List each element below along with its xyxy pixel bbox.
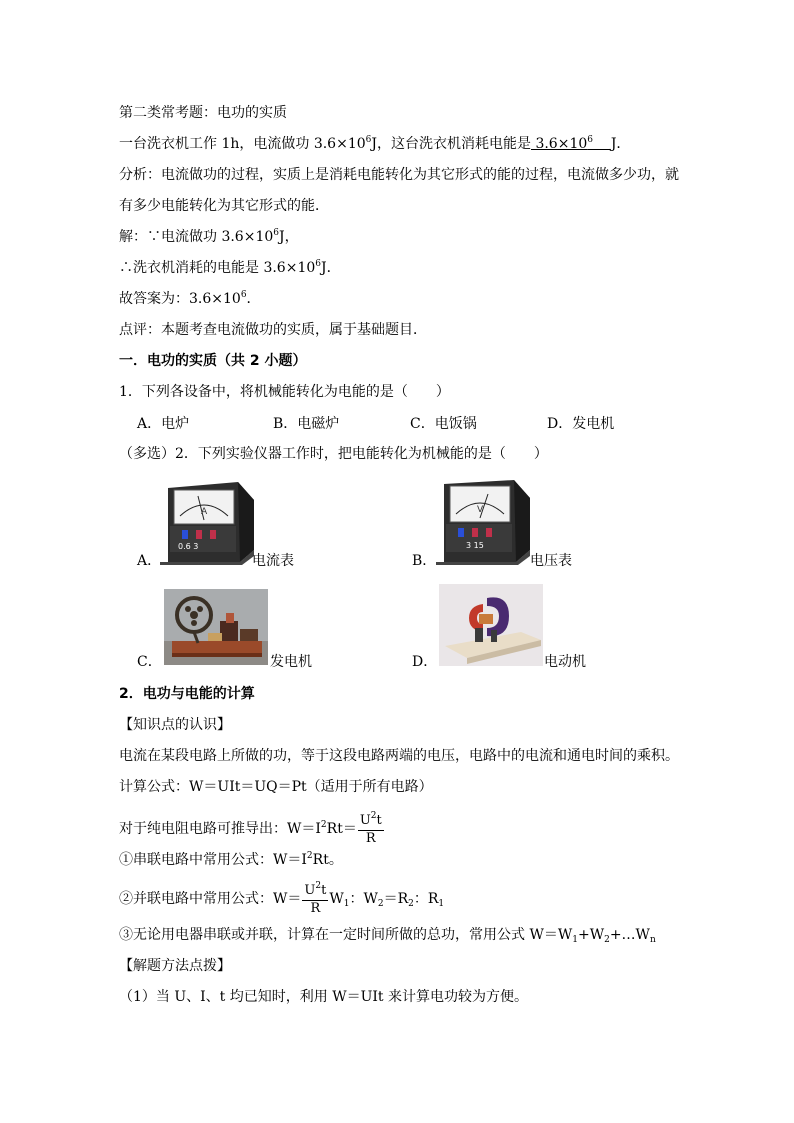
formula-text: W bbox=[329, 891, 344, 907]
q2-option-b-letter: B． bbox=[412, 553, 437, 569]
analysis-line-2: 有多少电能转化为其它形式的能． bbox=[119, 198, 329, 214]
q1-option-d: D．发电机 bbox=[547, 416, 615, 432]
generator-icon bbox=[164, 589, 268, 665]
analysis-line-1: 分析：电流做功的过程，实质上是消耗电能转化为其它形式的能的过程，电流做多少功，就 bbox=[119, 167, 679, 183]
q2-option-b-label: 电压表 bbox=[530, 553, 572, 569]
fraction: $\frac{U^2t}{R}$ bbox=[304, 880, 327, 916]
answer-blank bbox=[531, 136, 611, 152]
exponent: 6 bbox=[273, 228, 279, 238]
question-text: 一台洗衣机工作 1h，电流做功 3.6×10 bbox=[119, 136, 366, 152]
question-text: J． bbox=[610, 136, 631, 152]
question-statement bbox=[119, 134, 630, 154]
formula-text: ②并联电路中常用公式：W＝ bbox=[119, 891, 302, 907]
motor-icon bbox=[439, 584, 543, 666]
therefore-line bbox=[119, 258, 341, 278]
method-line-1: （1）当 U、I、t 均已知时，利用 W＝UIt 来计算电功较为方便。 bbox=[119, 989, 529, 1005]
section-title: 第二类常考题：电功的实质 bbox=[119, 105, 287, 121]
voltmeter-scale-label: 3 15 bbox=[466, 541, 484, 550]
formula-text: 对于纯电阻电路可推导出：W＝I bbox=[119, 821, 321, 837]
formula-text: ：W bbox=[349, 891, 378, 907]
q2-option-c-label: 发电机 bbox=[270, 654, 312, 670]
numerator: U bbox=[359, 812, 371, 828]
exponent: 6 bbox=[315, 259, 321, 269]
solution-text: J， bbox=[279, 229, 299, 245]
solution-line bbox=[119, 227, 299, 247]
solution-text: 解：∵电流做功 3.6×10 bbox=[119, 229, 274, 245]
voltmeter-icon bbox=[436, 478, 531, 565]
generator-image bbox=[164, 589, 268, 665]
series-formula-line: ①串联电路中常用公式：$W=I^2Rt$。 bbox=[119, 851, 343, 868]
comment-line: 点评：本题考查电流做功的实质，属于基础题目． bbox=[119, 322, 427, 338]
knowledge-heading: 【知识点的认识】 bbox=[119, 717, 231, 733]
q2-option-d-letter: D． bbox=[412, 654, 438, 670]
section-heading: 一．电功的实质（共 2 小题） bbox=[119, 353, 307, 369]
q2-option-a-letter: A． bbox=[137, 553, 162, 569]
denominator: R bbox=[310, 900, 321, 916]
q1-option-a: A．电炉 bbox=[137, 416, 190, 432]
fraction: $\frac{U^2t}{R}$ bbox=[359, 810, 382, 846]
formula-text: ＝R bbox=[383, 891, 409, 907]
svg-text:V: V bbox=[477, 505, 484, 515]
numerator: U bbox=[304, 882, 316, 898]
formula-text: ①串联电路中常用公式：W＝I bbox=[119, 852, 307, 868]
formula-text: Rt＝ bbox=[326, 821, 357, 837]
numerator: t bbox=[321, 882, 327, 898]
voltmeter-image bbox=[436, 478, 531, 565]
q2-option-c-letter: C． bbox=[137, 654, 162, 670]
exponent: 6 bbox=[587, 135, 593, 145]
q2-option-a-label: 电流表 bbox=[252, 553, 294, 569]
total-work-line: ③无论用电器串联或并联，计算在一定时间所做的总功，常用公式 $W=W_1+W_2+\dots W_n$ bbox=[119, 927, 656, 945]
q2-option-d-label: 电动机 bbox=[544, 654, 586, 670]
therefore-text: J． bbox=[321, 260, 341, 276]
definition-line: 电流在某段电路上所做的功，等于这段电路两端的电压，电路中的电流和通电时间的乘积。 bbox=[119, 748, 679, 764]
motor-image bbox=[439, 584, 543, 666]
answer-blank-value: 3.6×10 bbox=[531, 136, 588, 152]
svg-text:A: A bbox=[201, 507, 208, 517]
formula-text: ：R bbox=[413, 891, 439, 907]
q1-option-c: C．电饭锅 bbox=[410, 416, 477, 432]
section2-heading: 2．电功与电能的计算 bbox=[119, 686, 255, 702]
ammeter-scale-label: 0.6 3 bbox=[178, 542, 199, 551]
numerator: t bbox=[376, 812, 382, 828]
question-2: （多选）2．下列实验仪器工作时，把电能转化为机械能的是（ ） bbox=[119, 446, 548, 462]
ammeter-icon bbox=[160, 478, 255, 565]
answer-line bbox=[119, 289, 261, 309]
formula-line: 计算公式：W＝UIt＝UQ＝Pt（适用于所有电路） bbox=[119, 779, 433, 795]
pure-resistance-line: 对于纯电阻电路可推导出：$W=I^2Rt=$ $\frac{U^2t}{R}$ bbox=[119, 810, 382, 846]
question-text: J，这台洗衣机消耗电能是 bbox=[371, 136, 531, 152]
exponent: 6 bbox=[365, 135, 372, 145]
ammeter-image bbox=[160, 478, 255, 565]
exponent: 6 bbox=[240, 290, 247, 300]
formula-text: ③无论用电器串联或并联，计算在一定时间所做的总功，常用公式 W＝W bbox=[119, 927, 573, 943]
formula-text: Rt。 bbox=[312, 852, 343, 868]
q1-option-b: B．电磁炉 bbox=[273, 416, 340, 432]
parallel-formula-line: ②并联电路中常用公式：W＝ $\frac{U^2t}{R}$ $W_1$：$W_2=R_2$：$R_1$ bbox=[119, 880, 445, 916]
formula-text: +…W bbox=[609, 927, 650, 943]
denominator: R bbox=[365, 830, 376, 846]
method-heading: 【解题方法点拨】 bbox=[119, 958, 231, 974]
formula-text: +W bbox=[577, 927, 605, 943]
answer-text: ． bbox=[246, 291, 261, 307]
therefore-text: ∴洗衣机消耗的电能是 3.6×10 bbox=[119, 260, 316, 276]
answer-text: 故答案为：3.6×10 bbox=[119, 291, 241, 307]
question-1: 1．下列各设备中，将机械能转化为电能的是（ ） bbox=[119, 384, 450, 400]
